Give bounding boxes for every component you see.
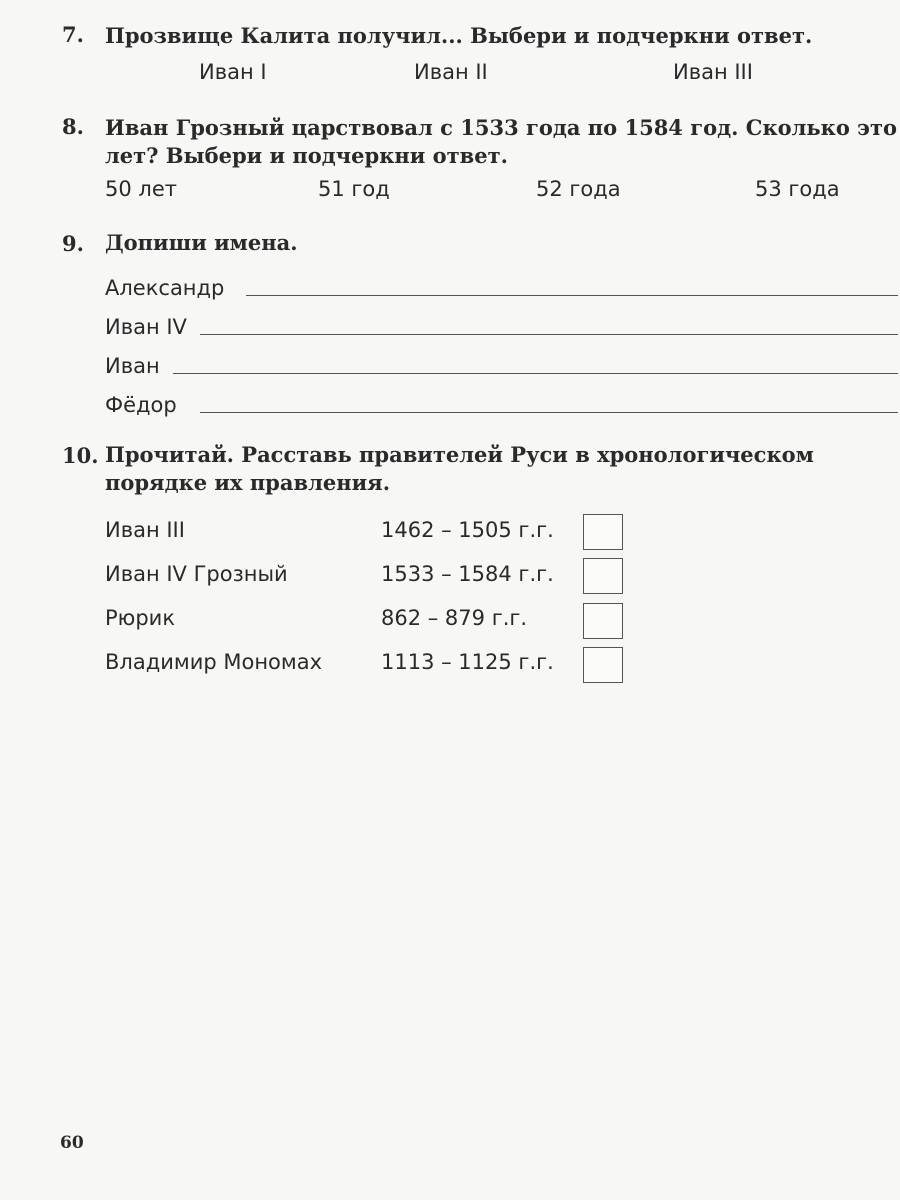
name-prompt-3: Иван [105,354,160,378]
name-answer-line-3[interactable] [173,373,898,374]
order-box-3[interactable] [583,603,623,639]
ruler-years-1: 1462 – 1505 г.г. [381,518,554,542]
q8-option-2[interactable]: 51 год [318,177,390,201]
name-answer-line-2[interactable] [200,334,898,335]
ruler-name-4: Владимир Мономах [105,650,323,674]
question-8-text-line-1: Иван Грозный царствовал с 1533 года по 1584 год. Сколько это [105,115,897,140]
question-9-number: 9. [62,231,84,256]
question-7-number: 7. [62,22,84,47]
q7-option-2[interactable]: Иван II [414,60,488,84]
q8-option-4[interactable]: 53 года [755,177,840,201]
question-8-number: 8. [62,114,84,139]
question-10-text-line-2: порядке их правления. [105,470,391,495]
q7-option-3[interactable]: Иван III [673,60,753,84]
name-prompt-1: Александр [105,276,225,300]
ruler-years-2: 1533 – 1584 г.г. [381,562,554,586]
name-prompt-2: Иван IV [105,315,187,339]
ruler-years-4: 1113 – 1125 г.г. [381,650,554,674]
question-9-text: Допиши имена. [105,230,298,255]
order-box-4[interactable] [583,647,623,683]
q8-option-3[interactable]: 52 года [536,177,621,201]
question-10-text-line-1: Прочитай. Расставь правителей Руси в хронологическом [105,442,814,467]
name-prompt-4: Фёдор [105,393,177,417]
question-10-number: 10. [62,443,99,468]
ruler-years-3: 862 – 879 г.г. [381,606,528,630]
order-box-1[interactable] [583,514,623,550]
order-box-2[interactable] [583,558,623,594]
ruler-name-2: Иван IV Грозный [105,562,288,586]
q8-option-1[interactable]: 50 лет [105,177,177,201]
page-number: 60 [60,1133,84,1153]
q7-option-1[interactable]: Иван I [199,60,267,84]
question-8-text-line-2: лет? Выбери и подчеркни ответ. [105,143,508,168]
ruler-name-3: Рюрик [105,606,176,630]
name-answer-line-4[interactable] [200,412,898,413]
name-answer-line-1[interactable] [246,295,898,296]
question-7-text: Прозвище Калита получил... Выбери и подчеркни ответ. [105,23,813,48]
ruler-name-1: Иван III [105,518,185,542]
